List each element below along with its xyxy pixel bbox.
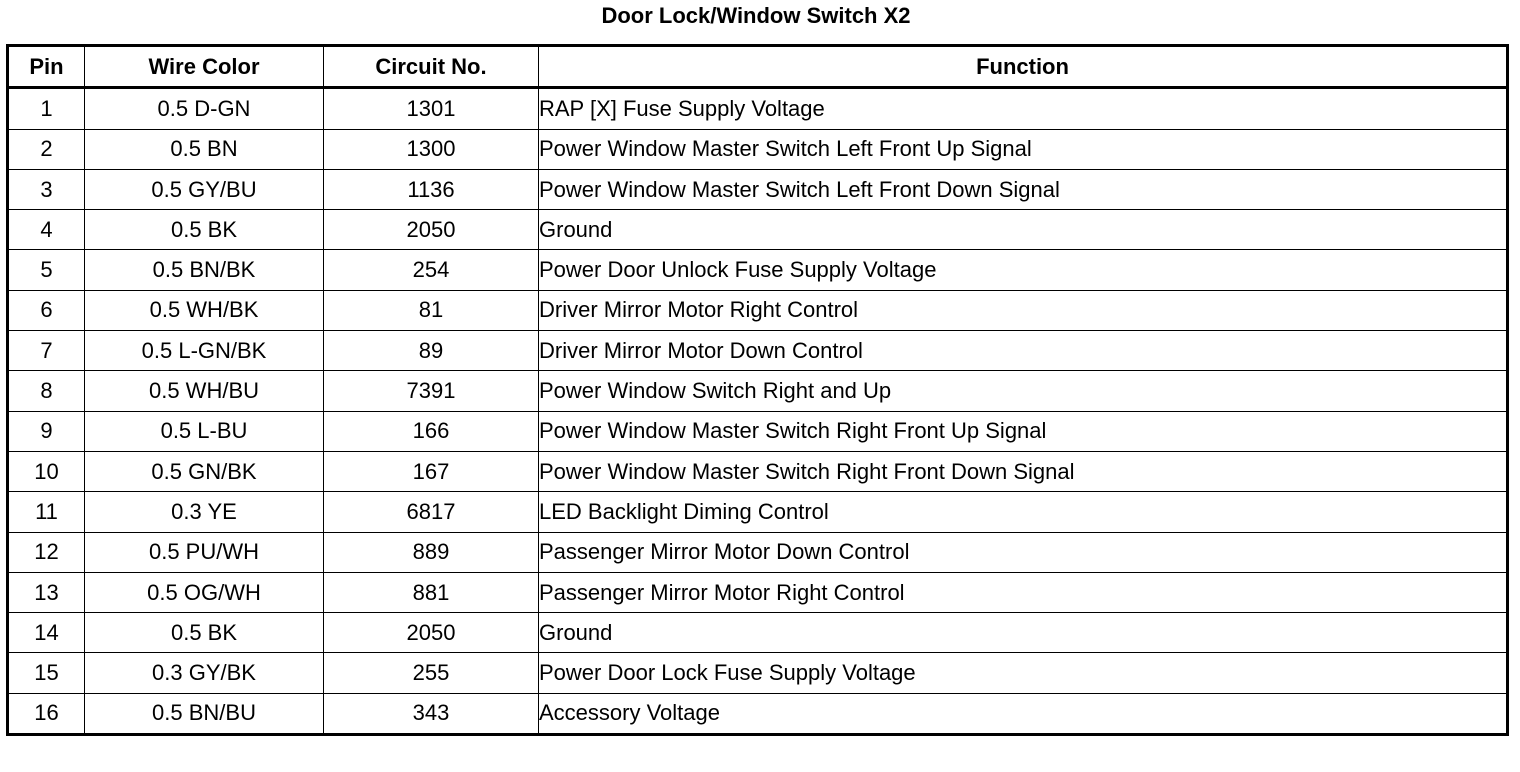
wire-color-cell: 0.5 GY/BU xyxy=(85,169,324,209)
table-row xyxy=(8,88,1508,129)
function-cell: Accessory Voltage xyxy=(539,693,1508,734)
function-cell: Power Window Switch Right and Up xyxy=(539,371,1508,411)
wire-color-cell: 0.5 BN/BK xyxy=(85,250,324,290)
function-cell: Power Window Master Switch Left Front Down Signal xyxy=(539,169,1508,209)
circuit-no-cell: 1300 xyxy=(324,129,539,169)
wire-color-cell: 0.5 D-GN xyxy=(85,88,324,129)
function-cell: Power Window Master Switch Right Front Down Signal xyxy=(539,451,1508,491)
table-row xyxy=(8,451,1508,491)
table-body xyxy=(8,88,1508,735)
function-cell: Driver Mirror Motor Right Control xyxy=(539,290,1508,330)
circuit-no-cell: 1301 xyxy=(324,88,539,129)
pin-cell: 5 xyxy=(8,250,85,290)
wire-color-cell: 0.5 OG/WH xyxy=(85,572,324,612)
wire-color-cell: 0.3 YE xyxy=(85,492,324,532)
function-cell: Power Door Lock Fuse Supply Voltage xyxy=(539,653,1508,693)
circuit-no-cell: 81 xyxy=(324,290,539,330)
table-row xyxy=(8,613,1508,653)
header-row xyxy=(8,46,1508,88)
circuit-no-cell: 89 xyxy=(324,331,539,371)
circuit-no-cell: 166 xyxy=(324,411,539,451)
pin-cell: 1 xyxy=(8,88,85,129)
function-cell: Power Door Unlock Fuse Supply Voltage xyxy=(539,250,1508,290)
header-wire-color: Wire Color xyxy=(85,46,324,88)
wire-color-cell: 0.5 L-BU xyxy=(85,411,324,451)
pin-cell: 11 xyxy=(8,492,85,532)
wire-color-cell: 0.5 BN/BU xyxy=(85,693,324,734)
pin-cell: 3 xyxy=(8,169,85,209)
circuit-no-cell: 254 xyxy=(324,250,539,290)
pin-cell: 14 xyxy=(8,613,85,653)
page-title: Door Lock/Window Switch X2 xyxy=(601,3,911,28)
table-row xyxy=(8,492,1508,532)
circuit-no-cell: 343 xyxy=(324,693,539,734)
wire-color-cell: 0.5 BN xyxy=(85,129,324,169)
circuit-no-cell: 167 xyxy=(324,451,539,491)
circuit-no-cell: 255 xyxy=(324,653,539,693)
function-cell: Driver Mirror Motor Down Control xyxy=(539,331,1508,371)
circuit-no-cell: 881 xyxy=(324,572,539,612)
pin-cell: 13 xyxy=(8,572,85,612)
table-row xyxy=(8,653,1508,693)
circuit-no-cell: 7391 xyxy=(324,371,539,411)
function-cell: LED Backlight Diming Control xyxy=(539,492,1508,532)
pin-cell: 6 xyxy=(8,290,85,330)
pin-cell: 4 xyxy=(8,210,85,250)
table-row xyxy=(8,250,1508,290)
pin-cell: 8 xyxy=(8,371,85,411)
table-row xyxy=(8,169,1508,209)
header-function: Function xyxy=(539,46,1508,88)
function-cell: RAP [X] Fuse Supply Voltage xyxy=(539,88,1508,129)
table-row xyxy=(8,331,1508,371)
pin-cell: 12 xyxy=(8,532,85,572)
function-cell: Ground xyxy=(539,613,1508,653)
pin-table xyxy=(6,44,1509,736)
pin-cell: 15 xyxy=(8,653,85,693)
function-cell: Power Window Master Switch Left Front Up Signal xyxy=(539,129,1508,169)
wire-color-cell: 0.3 GY/BK xyxy=(85,653,324,693)
table-row xyxy=(8,532,1508,572)
circuit-no-cell: 2050 xyxy=(324,210,539,250)
circuit-no-cell: 6817 xyxy=(324,492,539,532)
table-row xyxy=(8,129,1508,169)
wire-color-cell: 0.5 WH/BU xyxy=(85,371,324,411)
function-cell: Ground xyxy=(539,210,1508,250)
circuit-no-cell: 889 xyxy=(324,532,539,572)
table-row xyxy=(8,210,1508,250)
circuit-no-cell: 2050 xyxy=(324,613,539,653)
table-header xyxy=(8,46,1508,88)
pin-cell: 10 xyxy=(8,451,85,491)
wire-color-cell: 0.5 PU/WH xyxy=(85,532,324,572)
function-cell: Passenger Mirror Motor Right Control xyxy=(539,572,1508,612)
table-row xyxy=(8,371,1508,411)
function-cell: Power Window Master Switch Right Front Up Signal xyxy=(539,411,1508,451)
wire-color-cell: 0.5 BK xyxy=(85,613,324,653)
header-pin: Pin xyxy=(8,46,85,88)
wire-color-cell: 0.5 L-GN/BK xyxy=(85,331,324,371)
function-cell: Passenger Mirror Motor Down Control xyxy=(539,532,1508,572)
pin-cell: 2 xyxy=(8,129,85,169)
table-row xyxy=(8,290,1508,330)
header-circuit-no: Circuit No. xyxy=(324,46,539,88)
pin-cell: 16 xyxy=(8,693,85,734)
pin-cell: 9 xyxy=(8,411,85,451)
table-row xyxy=(8,411,1508,451)
wire-color-cell: 0.5 GN/BK xyxy=(85,451,324,491)
table-row xyxy=(8,572,1508,612)
circuit-no-cell: 1136 xyxy=(324,169,539,209)
wire-color-cell: 0.5 WH/BK xyxy=(85,290,324,330)
pin-cell: 7 xyxy=(8,331,85,371)
wire-color-cell: 0.5 BK xyxy=(85,210,324,250)
table-row xyxy=(8,693,1508,734)
